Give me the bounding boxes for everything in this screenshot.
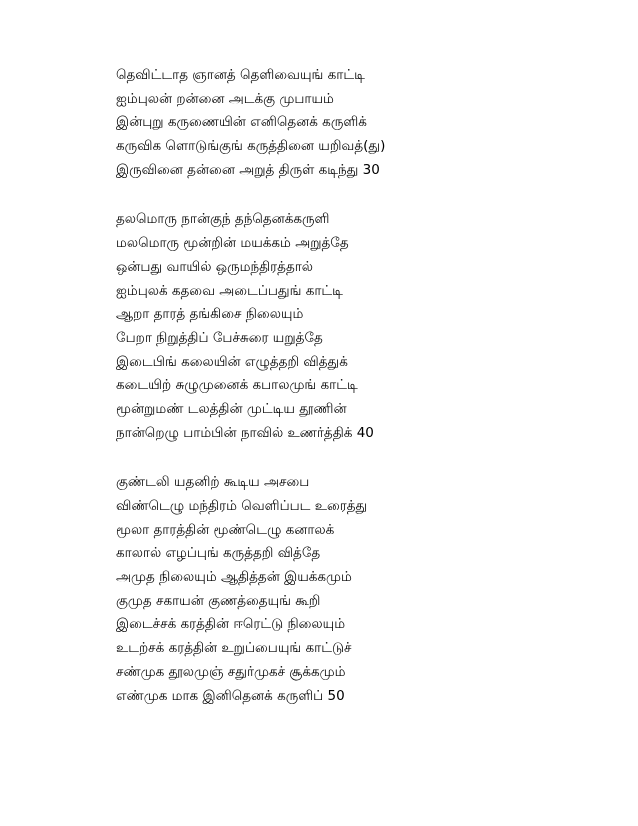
verse-line: நான்றெழு பாம்பின் நாவில் உணர்த்திக் 40 bbox=[116, 424, 374, 441]
verse-line: உடற்சக் கரத்தின் உறுப்பையுங் காட்டுச் bbox=[116, 640, 352, 657]
verse-line: கடையிற் சுழுமுனைக் கபாலமுங் காட்டி bbox=[116, 377, 358, 394]
verse-line: தலமொரு நான்குந் தந்தெனக்கருளி bbox=[116, 211, 330, 228]
verse-line: ஒன்பது வாயில் ஒருமந்திரத்தால் bbox=[116, 258, 314, 275]
verse-line: ஆறா தாரத் தங்கிசை நிலையும் bbox=[116, 306, 304, 323]
stanza-1 bbox=[116, 64, 616, 182]
verse-line: பேறா நிறுத்திப் பேச்சுரை யறுத்தே bbox=[116, 329, 323, 346]
verse-line: சண்முக தூலமுஞ் சதுர்முகச் சூக்கமும் bbox=[116, 663, 346, 680]
verse-line: விண்டெழு மந்திரம் வெளிப்பட உரைத்து bbox=[116, 498, 368, 514]
verse-line: எண்முக மாக இனிதெனக் கருளிப் 50 bbox=[116, 687, 345, 704]
verse-line: குமுத சகாயன் குணத்தையுங் கூறி bbox=[116, 592, 321, 609]
stanza-2 bbox=[116, 208, 616, 445]
stanza-3 bbox=[116, 471, 616, 708]
verse-line: அமுத நிலையும் ஆதித்தன் இயக்கமும் bbox=[116, 569, 352, 586]
verse-line: மூலா தாரத்தின் மூண்டெழு கனாலக் bbox=[116, 521, 335, 538]
verse-line: காலால் எழப்புங் கருத்தறி வித்தே bbox=[116, 545, 321, 562]
verse-line: இன்புறு கருணையின் எனிதெனக் கருளிக் bbox=[116, 114, 367, 131]
verse-line: தெவிட்டாத ஞானத் தெளிவையுங் காட்டி bbox=[116, 67, 365, 83]
verse-line: இடைச்சக் கரத்தின் ஈரெட்டு நிலையும் bbox=[116, 616, 346, 633]
verse-line: குண்டலி யதனிற் கூடிய அசபை bbox=[116, 474, 310, 491]
verse-line: ஐம்புலன் றன்னை அடக்கு முபாயம் bbox=[116, 90, 334, 107]
verse-line: மலமொரு மூன்றின் மயக்கம் அறுத்தே bbox=[116, 235, 349, 252]
verse-line: மூன்றுமண் டலத்தின் முட்டிய தூணின் bbox=[116, 400, 347, 417]
poem-page bbox=[116, 64, 616, 708]
verse-line: இடைபிங் கலையின் எழுத்தறி வித்துக் bbox=[116, 353, 348, 370]
verse-line: ஐம்புலக் கதவை அடைப்பதுங் காட்டி bbox=[116, 282, 343, 299]
verse-line: கருவிக ளொடுங்குங் கருத்தினை யறிவத்(து) bbox=[116, 138, 386, 155]
verse-line: இருவினை தன்னை அறுத் திருள் கடிந்து 30 bbox=[116, 161, 380, 178]
